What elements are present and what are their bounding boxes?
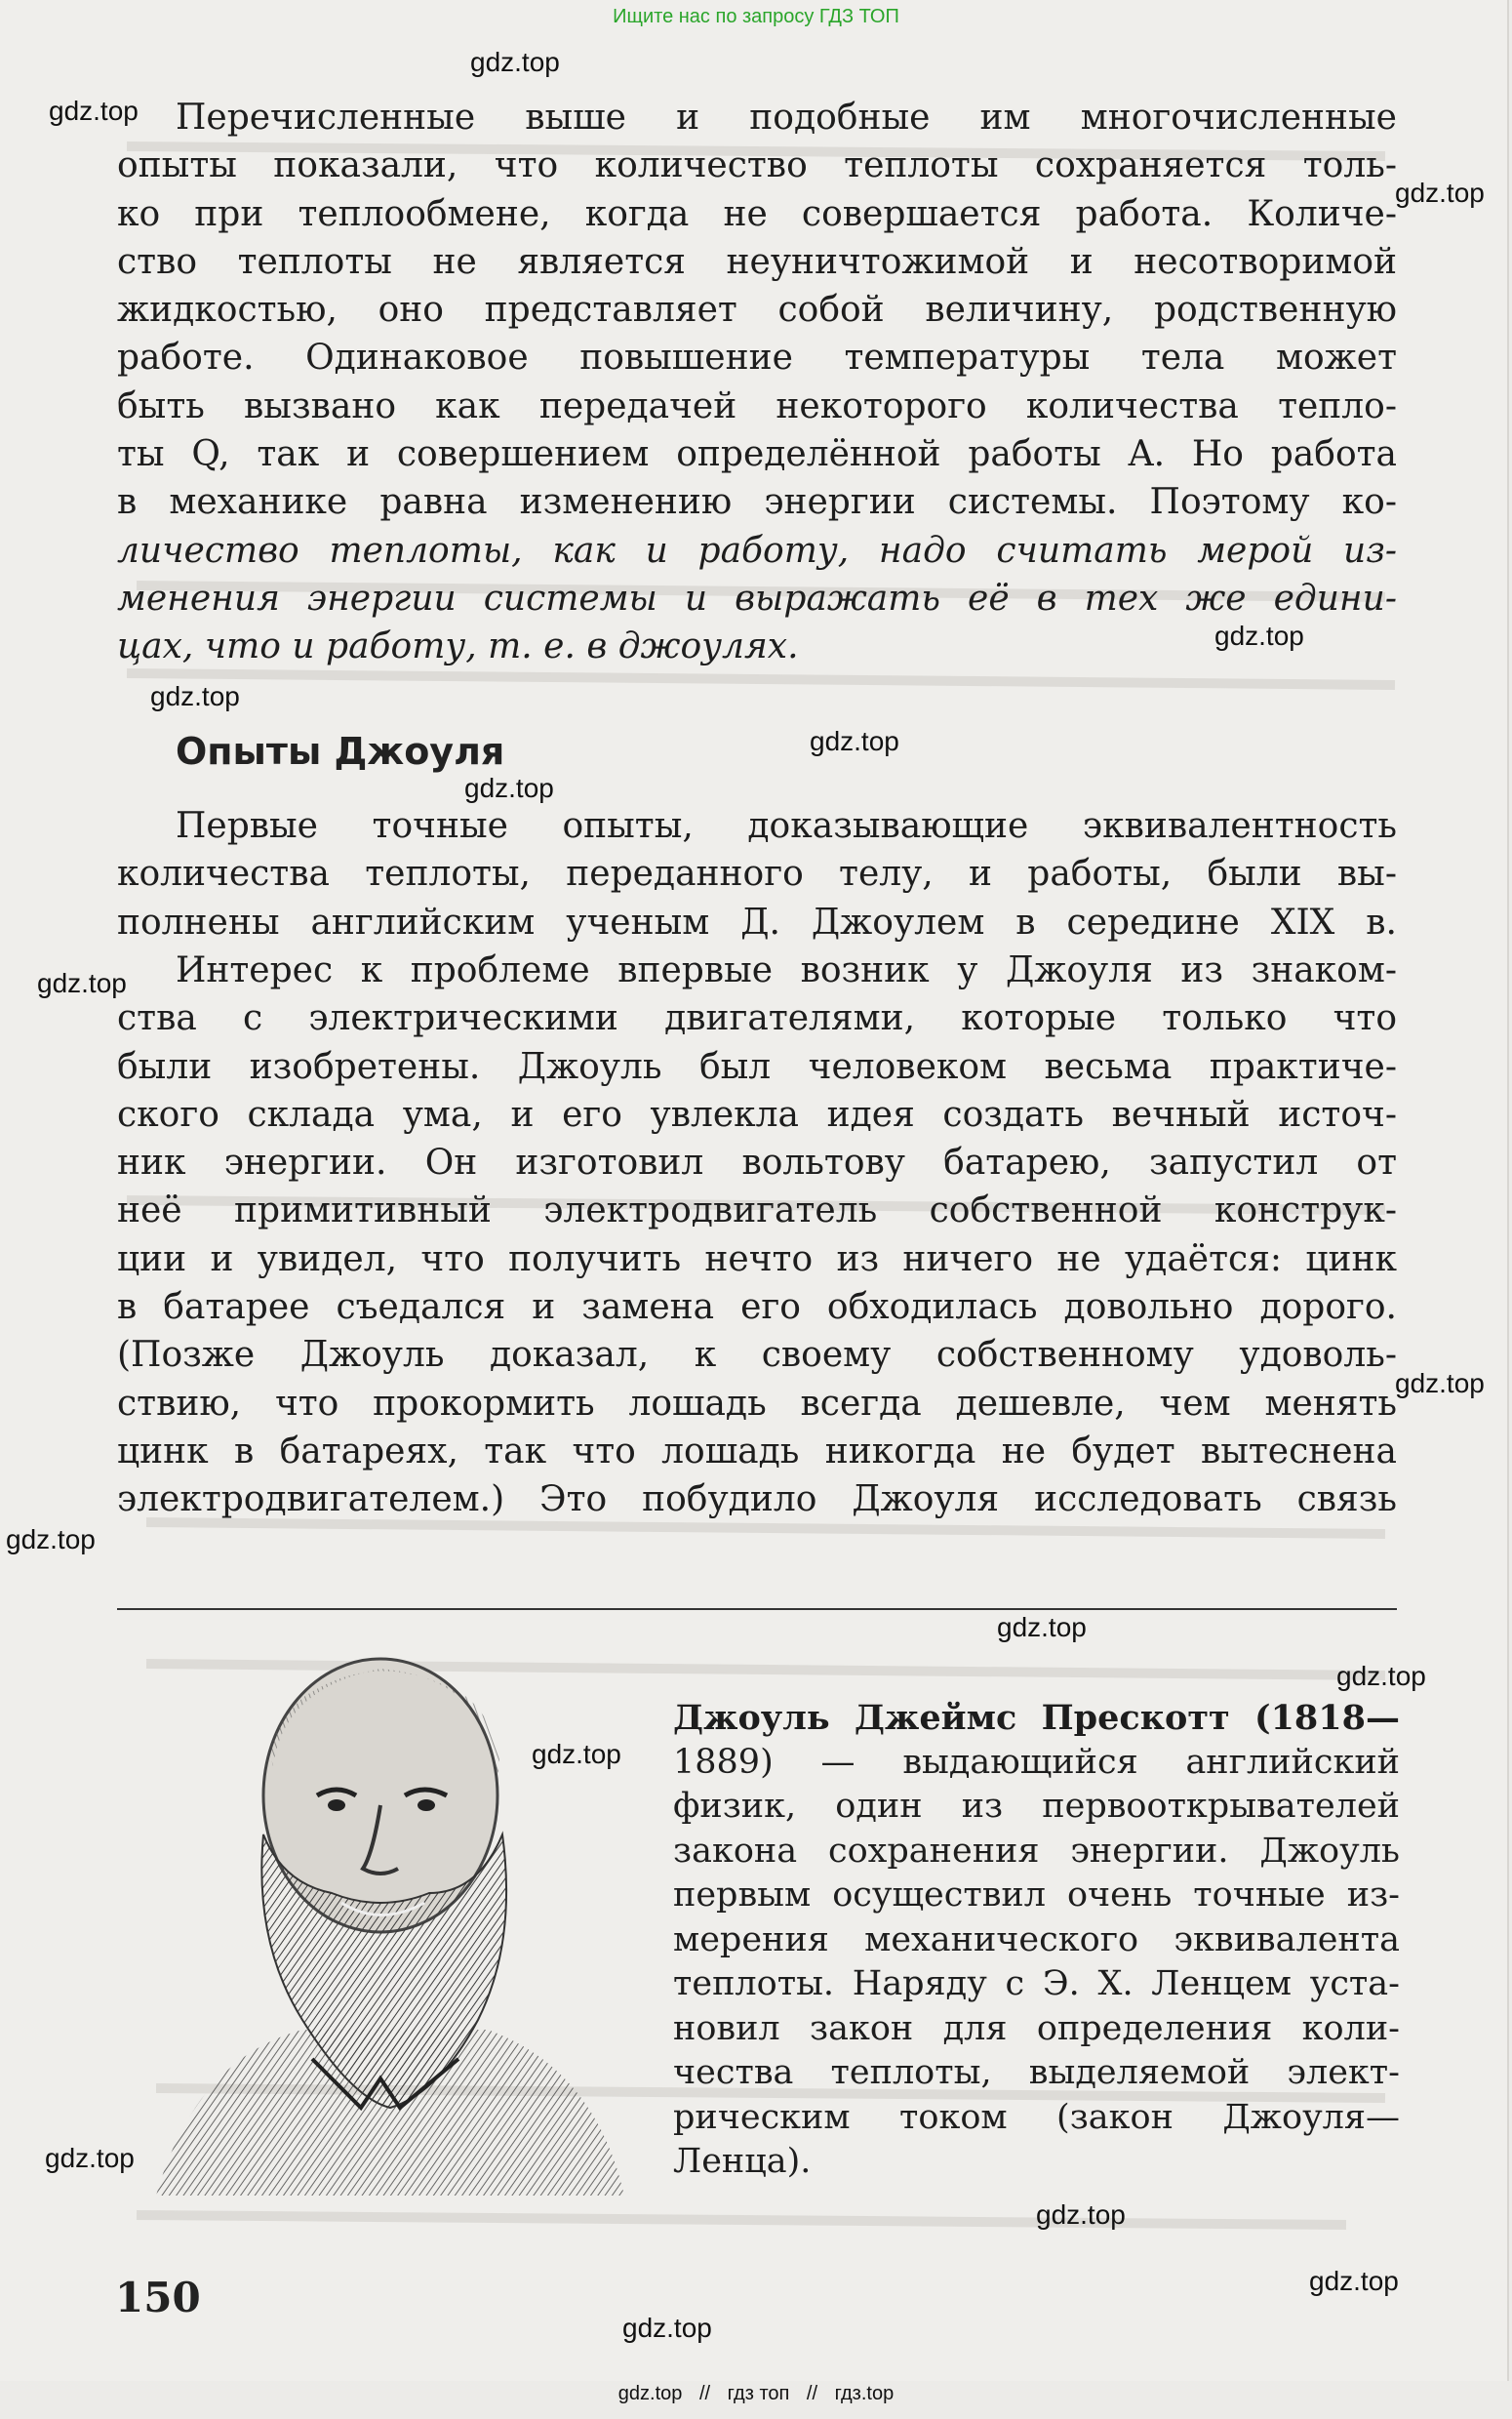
text-line: Интерес к проблеме впервые возник у Джоуля из знаком- — [176, 950, 1397, 990]
bottom-banner[interactable] — [0, 2383, 1512, 2405]
text-line: электродвигателем.) Это побудило Джоуля исследовать связь — [117, 1479, 1397, 1520]
text-line: полнены английским ученым Д. Джоулем в середине XIX в. — [117, 902, 1397, 943]
watermark: gdz.top — [1395, 178, 1485, 208]
watermark: gdz.top — [37, 968, 127, 998]
bottom-banner-item[interactable]: гдз.top — [834, 2383, 895, 2404]
bio-line-name: Джоуль Джеймс Прескотт (1818— — [673, 1698, 1400, 1738]
section-title: Опыты Джоуля — [176, 730, 505, 773]
watermark: gdz.top — [49, 96, 139, 126]
text-line: Перечисленные выше и подобные им многочисленные — [176, 98, 1397, 138]
text-line-italic: менения энергии системы и выражать её в тех же едини- — [117, 578, 1397, 619]
watermark: gdz.top — [1036, 2199, 1126, 2230]
watermark: gdz.top — [464, 773, 554, 803]
watermark: gdz.top — [532, 1739, 621, 1769]
watermark: gdz.top — [1395, 1368, 1485, 1398]
bio-line: рическим током (закон Джоуля— — [673, 2097, 1400, 2137]
text-line: ты Q, так и совершением определённой работы A. Но работа — [117, 434, 1397, 475]
bio-line: закона сохранения энергии. Джоуль — [673, 1831, 1400, 1871]
watermark: gdz.top — [1214, 621, 1304, 651]
text-line: ского склада ума, и его увлекла идея создать вечный источ- — [117, 1094, 1397, 1135]
text-line: ство теплоты не является неуничтожимой и несотворимой — [117, 241, 1397, 282]
text-line-italic: цах, что и работу, т. е. в джоулях. — [117, 626, 799, 667]
watermark: gdz.top — [622, 2313, 712, 2343]
watermark: gdz.top — [997, 1612, 1087, 1642]
text-line: неё примитивный электродвигатель собственной конструк- — [117, 1190, 1397, 1231]
section-divider — [117, 1608, 1397, 1610]
watermark: gdz.top — [45, 2143, 135, 2173]
paragraph-3 — [117, 947, 1397, 1524]
text-line: ции и увидел, что получить нечто из ничего не удаётся: цинк — [117, 1238, 1397, 1279]
text-line: в механике равна изменению энергии системы. Поэтому ко- — [117, 482, 1397, 523]
text-line: ник энергии. Он изготовил вольтову батарею, запустил от — [117, 1143, 1397, 1184]
text-line: количества теплоты, переданного телу, и работы, были вы- — [117, 854, 1397, 895]
bio-line: теплоты. Наряду с Э. Х. Ленцем уста- — [673, 1964, 1400, 2003]
text-line: (Позже Джоуль доказал, к своему собственному удоволь- — [117, 1335, 1397, 1376]
text-line: в батарее съедался и замена его обходилась довольно дорого. — [117, 1287, 1397, 1328]
bottom-banner-item[interactable]: gdz.top — [617, 2383, 683, 2404]
bio-line: 1889) — выдающийся английский — [673, 1742, 1400, 1782]
text-line: Первые точные опыты, доказывающие эквивалентность — [176, 806, 1397, 846]
text-line: ствию, что прокормить лошадь всегда дешевле, чем менять — [117, 1383, 1397, 1424]
text-line: быть вызвано как передачей некоторого количества тепло- — [117, 385, 1397, 426]
text-line: ко при теплообмене, когда не совершается работа. Количе- — [117, 193, 1397, 234]
bio-line: новил закон для определения коли- — [673, 2008, 1400, 2048]
watermark: gdz.top — [1309, 2266, 1399, 2296]
bio-line: первым осуществил очень точные из- — [673, 1875, 1400, 1915]
bottom-banner-separator: // — [806, 2383, 818, 2404]
bottom-banner-separator: // — [698, 2383, 711, 2404]
bio-line: мерения механического эквивалента — [673, 1919, 1400, 1959]
text-line: были изобретены. Джоуль был человеком весьма практиче- — [117, 1046, 1397, 1087]
bottom-banner-item[interactable]: гдз топ — [727, 2383, 790, 2404]
paragraph-1 — [117, 94, 1397, 671]
watermark: gdz.top — [470, 47, 560, 77]
text-line: опыты показали, что количество теплоты сохраняется толь- — [117, 145, 1397, 186]
bio-line: Ленца). — [673, 2142, 812, 2181]
bio-line: чества теплоты, выделяемой элект- — [673, 2053, 1400, 2092]
text-line: ства с электрическими двигателями, которые только что — [117, 998, 1397, 1039]
page-number: 150 — [115, 2274, 201, 2321]
paragraph-2 — [117, 802, 1397, 947]
watermark: gdz.top — [1336, 1661, 1426, 1691]
text-line: жидкостью, оно представляет собой величину, родственную — [117, 290, 1397, 331]
watermark: gdz.top — [150, 681, 240, 711]
watermark: gdz.top — [810, 726, 899, 756]
text-line-italic: личество теплоты, как и работу, надо считать мерой из- — [117, 530, 1397, 571]
bio-line: физик, один из первооткрывателей — [673, 1787, 1400, 1826]
top-banner[interactable]: Ищите нас по запросу ГДЗ ТОП — [613, 6, 899, 27]
text-line: цинк в батареях, так что лошадь никогда не будет вытеснена — [117, 1431, 1397, 1472]
portrait-illustration — [137, 1649, 644, 2196]
watermark: gdz.top — [6, 1524, 96, 1554]
biography-caption — [673, 1696, 1400, 2185]
text-line: работе. Одинаковое повышение температуры тела может — [117, 338, 1397, 379]
